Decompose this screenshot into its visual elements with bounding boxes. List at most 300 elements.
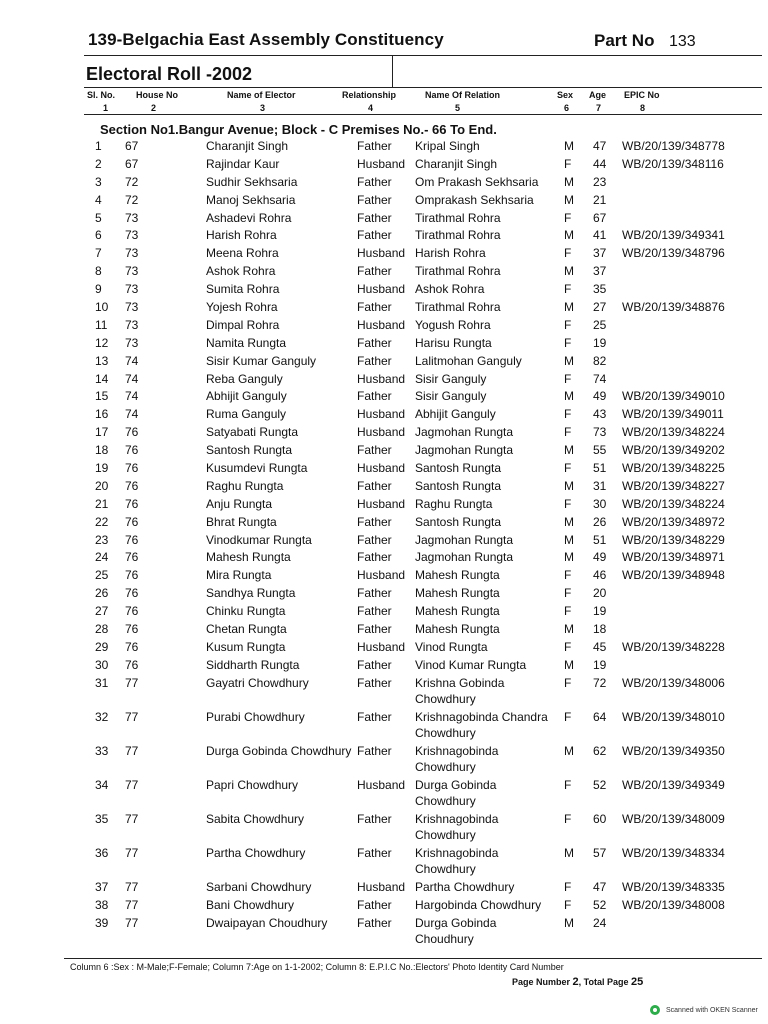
relationship: Father: [357, 709, 392, 724]
col-header-sex: Sex: [557, 90, 574, 100]
house-number: 77: [125, 675, 139, 690]
house-number: 74: [125, 353, 139, 368]
relationship: Father: [357, 443, 392, 458]
elector-name: Bhrat Rungta: [206, 514, 277, 529]
footer-rule: [64, 958, 762, 959]
house-number: 73: [125, 210, 139, 225]
sex: F: [564, 568, 572, 583]
scanner-logo-icon: [650, 1005, 660, 1015]
sex: F: [564, 156, 572, 171]
age: 37: [593, 246, 607, 261]
table-row: [0, 478, 768, 496]
table-row: [0, 639, 768, 657]
epic-number: WB/20/139/348335: [622, 879, 725, 894]
house-number: 74: [125, 407, 139, 422]
total-page-label: , Total Page: [578, 977, 629, 987]
relation-name: Tirathmal Rohra: [415, 228, 501, 243]
col-header-relation-name: Name Of Relation: [425, 90, 501, 100]
age: 19: [593, 604, 607, 619]
table-row: [0, 406, 768, 424]
house-number: 67: [125, 139, 139, 153]
age: 62: [593, 743, 607, 758]
epic-number: WB/20/139/349202: [622, 443, 725, 458]
age: 64: [593, 709, 607, 724]
age: 26: [593, 514, 607, 529]
table-row: [0, 174, 768, 192]
relation-name: Krishna Gobinda Chowdhury: [415, 675, 505, 706]
table-row: [0, 532, 768, 550]
house-number: 76: [125, 425, 139, 440]
serial-number: 3: [95, 174, 102, 189]
serial-number: 9: [95, 282, 102, 297]
table-row: [0, 675, 768, 709]
header-rule-columns: [84, 87, 762, 88]
relationship: Father: [357, 514, 392, 529]
house-number: 73: [125, 335, 139, 350]
table-row: [0, 156, 768, 174]
age: 52: [593, 897, 607, 912]
age: 67: [593, 210, 607, 225]
col-number-5: 5: [455, 103, 461, 113]
relationship: Husband: [357, 639, 406, 654]
house-number: 73: [125, 300, 139, 315]
serial-number: 39: [95, 915, 109, 930]
house-number: 77: [125, 897, 139, 912]
house-number: 74: [125, 389, 139, 404]
col-number-7: 7: [596, 103, 602, 113]
sex: M: [564, 139, 574, 153]
relationship: Father: [357, 586, 392, 601]
constituency-title: 139-Belgachia East Assembly Constituency: [88, 30, 444, 49]
relation-name: Jagmohan Rungta: [415, 532, 514, 547]
house-number: 76: [125, 586, 139, 601]
table-row: [0, 192, 768, 210]
elector-name: Namita Rungta: [206, 335, 287, 350]
house-number: 67: [125, 156, 139, 171]
house-number: 76: [125, 657, 139, 672]
relationship: Father: [357, 845, 392, 860]
age: 74: [593, 371, 607, 386]
table-row: [0, 245, 768, 263]
elector-name: Partha Chowdhury: [206, 845, 306, 860]
house-number: 76: [125, 604, 139, 619]
relationship: Father: [357, 389, 392, 404]
elector-name: Sabita Chowdhury: [206, 811, 305, 826]
serial-number: 11: [95, 317, 108, 332]
serial-number: 13: [95, 353, 109, 368]
elector-name: Charanjit Singh: [206, 139, 289, 153]
sex: F: [564, 675, 572, 690]
relationship: Husband: [357, 407, 406, 422]
serial-number: 38: [95, 897, 109, 912]
serial-number: 4: [95, 192, 102, 207]
table-row: [0, 845, 768, 879]
relationship: Father: [357, 210, 392, 225]
sex: M: [564, 300, 574, 315]
sex: M: [564, 192, 574, 207]
elector-name: Yojesh Rohra: [206, 300, 278, 315]
serial-number: 31: [95, 675, 109, 690]
serial-number: 25: [95, 568, 109, 583]
house-number: 72: [125, 174, 139, 189]
house-number: 73: [125, 317, 139, 332]
age: 31: [593, 478, 607, 493]
age: 82: [593, 353, 607, 368]
relationship: Father: [357, 743, 392, 758]
col-header-slno: Sl. No.: [87, 90, 116, 100]
elector-name: Kusumdevi Rungta: [206, 461, 308, 476]
relationship: Father: [357, 657, 392, 672]
relation-name: Sisir Ganguly: [415, 389, 487, 404]
table-row: [0, 460, 768, 478]
elector-name: Manoj Sekhsaria: [206, 192, 296, 207]
relation-name: Partha Chowdhury: [415, 879, 515, 894]
epic-number: WB/20/139/348948: [622, 568, 725, 583]
serial-number: 14: [95, 371, 109, 386]
epic-number: WB/20/139/348010: [622, 709, 725, 724]
header-rule-top: [84, 55, 762, 56]
age: 43: [593, 407, 607, 422]
age: 27: [593, 300, 607, 315]
relation-name: Ashok Rohra: [415, 282, 485, 297]
relation-name: Raghu Rungta: [415, 496, 493, 511]
relation-name: Harish Rohra: [415, 246, 486, 261]
house-number: 76: [125, 568, 139, 583]
elector-name: Mira Rungta: [206, 568, 272, 583]
header-rule-bottom: [84, 114, 762, 115]
relationship: Husband: [357, 461, 406, 476]
epic-number: WB/20/139/348334: [622, 845, 725, 860]
relationship: Father: [357, 139, 392, 153]
section-title: Section No1.Bangur Avenue; Block - C Premises No.- 66 To End.: [100, 122, 497, 137]
relationship: Father: [357, 622, 392, 637]
sex: F: [564, 425, 572, 440]
relationship: Father: [357, 300, 392, 315]
house-number: 73: [125, 246, 139, 261]
age: 41: [593, 228, 607, 243]
sex: M: [564, 228, 574, 243]
page-number: [512, 976, 643, 988]
col-number-4: 4: [368, 103, 374, 113]
sex: M: [564, 622, 574, 637]
elector-name: Meena Rohra: [206, 246, 279, 261]
table-row: [0, 585, 768, 603]
elector-name: Siddharth Rungta: [206, 657, 300, 672]
house-number: 76: [125, 514, 139, 529]
relation-name: Yogush Rohra: [415, 317, 491, 332]
house-number: 76: [125, 639, 139, 654]
serial-number: 37: [95, 879, 109, 894]
elector-name: Sudhir Sekhsaria: [206, 174, 298, 189]
elector-name: Harish Rohra: [206, 228, 277, 243]
elector-name: Reba Ganguly: [206, 371, 283, 386]
scanner-watermark: [650, 1005, 758, 1015]
part-label: Part No: [594, 31, 655, 50]
serial-number: 19: [95, 461, 109, 476]
epic-number: WB/20/139/348009: [622, 811, 725, 826]
col-header-relationship: Relationship: [342, 90, 397, 100]
age: 60: [593, 811, 607, 826]
relationship: Husband: [357, 777, 406, 792]
relationship: Father: [357, 353, 392, 368]
house-number: 76: [125, 532, 139, 547]
age: 73: [593, 425, 607, 440]
table-row: [0, 567, 768, 585]
age: 21: [593, 192, 607, 207]
house-number: 77: [125, 845, 139, 860]
sex: F: [564, 210, 572, 225]
house-number: 77: [125, 915, 139, 930]
sex: F: [564, 371, 572, 386]
epic-number: WB/20/139/348778: [622, 139, 725, 153]
elector-name: Sumita Rohra: [206, 282, 280, 297]
elector-name: Sandhya Rungta: [206, 586, 296, 601]
sex: M: [564, 915, 574, 930]
serial-number: 20: [95, 478, 109, 493]
age: 35: [593, 282, 607, 297]
elector-table: [0, 138, 768, 949]
epic-number: WB/20/139/349350: [622, 743, 725, 758]
serial-number: 22: [95, 514, 109, 529]
serial-number: 33: [95, 743, 109, 758]
table-row: [0, 777, 768, 811]
house-number: 76: [125, 496, 139, 511]
house-number: 73: [125, 264, 139, 279]
serial-number: 10: [95, 300, 109, 315]
elector-name: Gayatri Chowdhury: [206, 675, 309, 690]
table-row: [0, 353, 768, 371]
sex: F: [564, 639, 572, 654]
relation-name: Mahesh Rungta: [415, 568, 500, 583]
table-row: [0, 335, 768, 353]
part-number: 133: [669, 33, 696, 50]
relationship: Father: [357, 550, 392, 565]
table-row: [0, 371, 768, 389]
relation-name: Santosh Rungta: [415, 514, 502, 529]
relation-name: Kripal Singh: [415, 139, 480, 153]
sex: M: [564, 478, 574, 493]
age: 24: [593, 915, 607, 930]
elector-name: Rajindar Kaur: [206, 156, 280, 171]
sex: F: [564, 604, 572, 619]
age: 25: [593, 317, 607, 332]
table-row: [0, 549, 768, 567]
elector-name: Mahesh Rungta: [206, 550, 291, 565]
elector-name: Raghu Rungta: [206, 478, 284, 493]
serial-number: 6: [95, 228, 102, 243]
sex: F: [564, 317, 572, 332]
sex: M: [564, 264, 574, 279]
age: 45: [593, 639, 607, 654]
relation-name: Charanjit Singh: [415, 156, 498, 171]
relationship: Husband: [357, 156, 406, 171]
age: 23: [593, 174, 607, 189]
page-number-label: Page Number: [512, 977, 571, 987]
relation-name: Santosh Rungta: [415, 478, 502, 493]
sex: F: [564, 879, 572, 894]
relationship: Father: [357, 897, 392, 912]
relationship: Father: [357, 604, 392, 619]
serial-number: 27: [95, 604, 109, 619]
house-number: 74: [125, 371, 139, 386]
elector-name: Kusum Rungta: [206, 639, 286, 654]
house-number: 77: [125, 777, 139, 792]
relation-name: Krishnagobinda Chandra Chowdhury: [415, 709, 548, 740]
epic-number: WB/20/139/348876: [622, 300, 725, 315]
serial-number: 18: [95, 443, 109, 458]
relationship: Husband: [357, 568, 406, 583]
table-row: [0, 227, 768, 245]
col-number-6: 6: [564, 103, 570, 113]
serial-number: 29: [95, 639, 109, 654]
header-divider: [392, 55, 393, 87]
col-header-house: House No: [136, 90, 179, 100]
relationship: Husband: [357, 317, 406, 332]
col-number-2: 2: [151, 103, 157, 113]
house-number: 73: [125, 228, 139, 243]
elector-name: Anju Rungta: [206, 496, 273, 511]
relationship: Father: [357, 811, 392, 826]
age: 19: [593, 657, 607, 672]
age: 55: [593, 443, 607, 458]
page-number-value: 2: [572, 976, 579, 988]
serial-number: 15: [95, 389, 109, 404]
table-row: [0, 657, 768, 675]
table-row: [0, 603, 768, 621]
epic-number: WB/20/139/348006: [622, 675, 725, 690]
relationship: Father: [357, 915, 392, 930]
sex: M: [564, 532, 574, 547]
relation-name: Vinod Rungta: [415, 639, 488, 654]
epic-number: WB/20/139/348228: [622, 639, 725, 654]
sex: F: [564, 335, 572, 350]
relationship: Father: [357, 228, 392, 243]
house-number: 76: [125, 550, 139, 565]
serial-number: 24: [95, 550, 109, 565]
elector-name: Abhijit Ganguly: [206, 389, 287, 404]
serial-number: 23: [95, 532, 109, 547]
serial-number: 7: [95, 246, 102, 261]
table-row: [0, 263, 768, 281]
col-number-3: 3: [260, 103, 266, 113]
relation-name: Abhijit Ganguly: [415, 407, 496, 422]
sex: F: [564, 496, 572, 511]
age: 47: [593, 139, 607, 153]
table-row: [0, 442, 768, 460]
elector-name: Purabi Chowdhury: [206, 709, 305, 724]
age: 37: [593, 264, 607, 279]
epic-number: WB/20/139/348008: [622, 897, 725, 912]
age: 57: [593, 845, 607, 860]
relationship: Father: [357, 264, 392, 279]
sex: F: [564, 709, 572, 724]
serial-number: 35: [95, 811, 109, 826]
table-row: [0, 424, 768, 442]
relation-name: Om Prakash Sekhsaria: [415, 174, 539, 189]
relationship: Father: [357, 675, 392, 690]
table-row: [0, 281, 768, 299]
col-header-elector: Name of Elector: [227, 90, 296, 100]
table-row: [0, 915, 768, 949]
age: 30: [593, 496, 607, 511]
age: 47: [593, 879, 607, 894]
relation-name: Hargobinda Chowdhury: [415, 897, 542, 912]
table-row: [0, 897, 768, 915]
serial-number: 32: [95, 709, 109, 724]
house-number: 73: [125, 282, 139, 297]
sex: M: [564, 353, 574, 368]
sex: M: [564, 174, 574, 189]
epic-number: WB/20/139/349349: [622, 777, 725, 792]
sex: F: [564, 811, 572, 826]
elector-name: Papri Chowdhury: [206, 777, 299, 792]
epic-number: WB/20/139/349341: [622, 228, 725, 243]
relation-name: Mahesh Rungta: [415, 622, 500, 637]
epic-number: WB/20/139/348116: [622, 156, 724, 171]
sex: F: [564, 282, 572, 297]
serial-number: 28: [95, 622, 109, 637]
relationship: Husband: [357, 425, 406, 440]
epic-number: WB/20/139/348224: [622, 496, 725, 511]
sex: M: [564, 389, 574, 404]
age: 51: [593, 461, 607, 476]
age: 49: [593, 550, 607, 565]
sex: F: [564, 461, 572, 476]
relation-name: Jagmohan Rungta: [415, 425, 514, 440]
relation-name: Durga Gobinda Chowdhury: [415, 777, 497, 808]
epic-number: WB/20/139/348972: [622, 514, 725, 529]
sex: F: [564, 897, 572, 912]
table-row: [0, 879, 768, 897]
elector-name: Sisir Kumar Ganguly: [206, 353, 317, 368]
house-number: 77: [125, 709, 139, 724]
serial-number: 30: [95, 657, 109, 672]
table-row: [0, 496, 768, 514]
elector-name: Bani Chowdhury: [206, 897, 295, 912]
elector-name: Ashok Rohra: [206, 264, 276, 279]
epic-number: WB/20/139/349010: [622, 389, 725, 404]
relation-name: Tirathmal Rohra: [415, 264, 501, 279]
table-row: [0, 709, 768, 743]
epic-number: WB/20/139/348225: [622, 461, 725, 476]
house-number: 77: [125, 811, 139, 826]
relation-name: Krishnagobinda Chowdhury: [415, 743, 499, 774]
sex: F: [564, 407, 572, 422]
relationship: Husband: [357, 371, 406, 386]
house-number: 76: [125, 478, 139, 493]
total-page-value: 25: [631, 976, 644, 988]
table-row: [0, 621, 768, 639]
elector-name: Dwaipayan Choudhury: [206, 915, 328, 930]
relationship: Husband: [357, 246, 406, 261]
serial-number: 34: [95, 777, 109, 792]
epic-number: WB/20/139/348224: [622, 425, 725, 440]
scanner-text: Scanned with OKEN Scanner: [666, 1006, 758, 1014]
table-row: [0, 514, 768, 532]
relationship: Husband: [357, 496, 406, 511]
col-header-epic: EPIC No: [624, 90, 660, 100]
elector-name: Ashadevi Rohra: [206, 210, 292, 225]
table-row: [0, 299, 768, 317]
serial-number: 12: [95, 335, 109, 350]
relationship: Father: [357, 478, 392, 493]
table-row: [0, 210, 768, 228]
relation-name: Mahesh Rungta: [415, 604, 500, 619]
relation-name: Harisu Rungta: [415, 335, 492, 350]
serial-number: 8: [95, 264, 102, 279]
table-row: [0, 138, 768, 156]
elector-name: Satyabati Rungta: [206, 425, 299, 440]
